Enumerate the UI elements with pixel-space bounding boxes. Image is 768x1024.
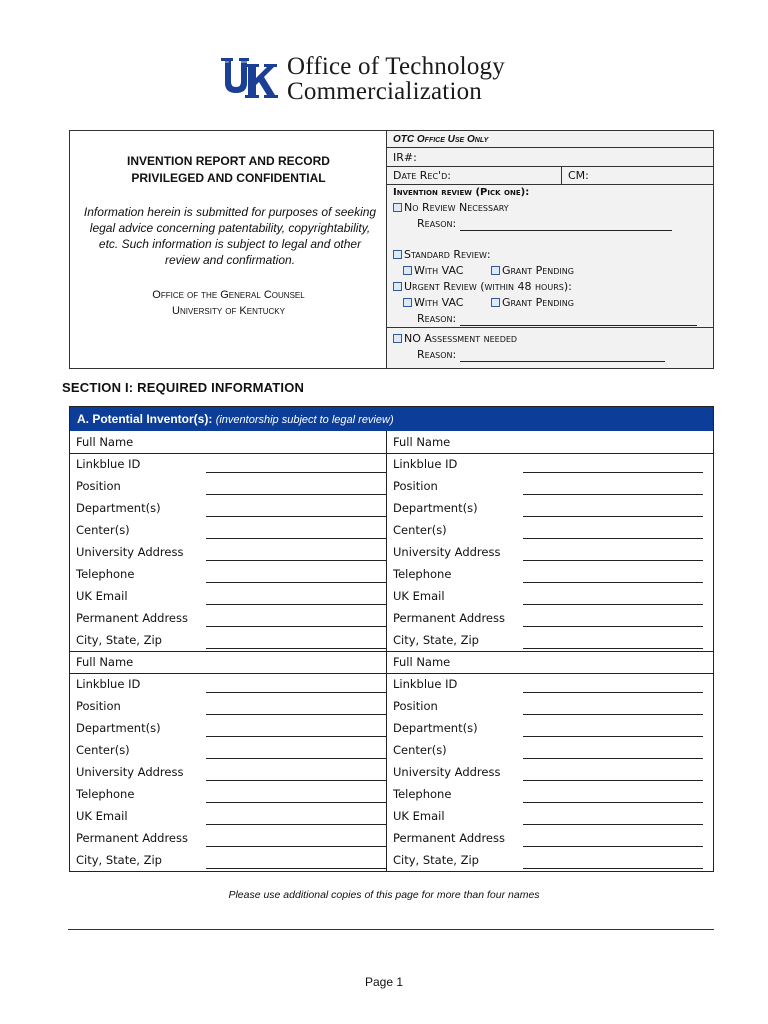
inventor-2-field-row xyxy=(387,431,703,453)
confidentiality-cell xyxy=(70,131,387,368)
inventor-1-input-telephone[interactable] xyxy=(206,582,386,583)
inventor-4-input-uk-email[interactable] xyxy=(523,824,703,825)
inventor-1-field-row xyxy=(70,563,386,585)
row-divider xyxy=(70,651,713,652)
inventor-1-field-row xyxy=(70,475,386,497)
inventor-field-label: City, State, Zip xyxy=(393,633,479,647)
inventor-3-input-uk-email[interactable] xyxy=(206,824,386,825)
inventor-field-label: Linkblue ID xyxy=(393,677,458,691)
review-heading: Invention review (Pick one): xyxy=(393,187,530,198)
inventor-field-label: Department(s) xyxy=(76,501,161,515)
inventor-field-label: Telephone xyxy=(393,567,452,581)
inventor-field-label: Permanent Address xyxy=(393,611,505,625)
inventor-field-label: Telephone xyxy=(76,787,135,801)
no-review-checkbox[interactable] xyxy=(393,203,402,212)
grant-pending-label-2: Grant Pending xyxy=(502,296,574,309)
inventor-3-field-row xyxy=(70,695,386,717)
inventor-2-field-row xyxy=(387,563,703,585)
inventor-header-title: A. Potential Inventor(s): xyxy=(77,412,213,426)
inventor-1-field-row xyxy=(70,519,386,541)
inventor-field-label: Linkblue ID xyxy=(76,457,141,471)
inventor-2-input-city-state-zip[interactable] xyxy=(523,648,703,649)
inventor-4-input-position[interactable] xyxy=(523,714,703,715)
inventor-header-note: (inventorship subject to legal review) xyxy=(215,414,394,426)
inventor-2-field-row xyxy=(387,607,703,629)
inventor-field-label: UK Email xyxy=(76,809,128,823)
uk-logo-icon xyxy=(219,56,279,100)
inventor-1-field-row xyxy=(70,497,386,519)
inventor-1-input-full-name[interactable] xyxy=(206,431,386,453)
inventor-field-label: City, State, Zip xyxy=(76,853,162,867)
inventor-4-input-telephone[interactable] xyxy=(523,802,703,803)
inventor-2-field-row xyxy=(387,519,703,541)
inventor-4-input-university-address[interactable] xyxy=(523,780,703,781)
inventor-3-field-row xyxy=(70,783,386,805)
inventor-1-input-linkblue-id[interactable] xyxy=(206,472,386,473)
report-header-box xyxy=(69,130,714,369)
inventor-4-field-row xyxy=(387,761,703,783)
inventor-3-input-telephone[interactable] xyxy=(206,802,386,803)
inventor-2-field-row xyxy=(387,497,703,519)
inventor-fields xyxy=(70,431,713,871)
urgent-with-vac-checkbox[interactable] xyxy=(403,298,412,307)
inventor-1-input-city-state-zip[interactable] xyxy=(206,648,386,649)
inventor-4-input-linkblue-id[interactable] xyxy=(523,692,703,693)
inventor-3-field-row xyxy=(70,739,386,761)
inventor-field-label: Center(s) xyxy=(76,743,130,757)
logo-line-2: Commercialization xyxy=(287,78,483,105)
inventor-1-field-row xyxy=(70,453,386,475)
inventor-4-field-row xyxy=(387,717,703,739)
inventor-4-input-department-s-[interactable] xyxy=(523,736,703,737)
office-name: Office of the General Counsel University of Kentucky xyxy=(152,289,305,317)
inventor-field-label: Linkblue ID xyxy=(76,677,141,691)
inventor-field-label: University Address xyxy=(76,545,184,559)
inventor-1-input-department-s-[interactable] xyxy=(206,516,386,517)
inventor-4-field-row xyxy=(387,695,703,717)
inventor-3-input-city-state-zip[interactable] xyxy=(206,868,386,869)
section-title: SECTION I: REQUIRED INFORMATION xyxy=(62,380,305,395)
inventor-2-input-university-address[interactable] xyxy=(523,560,703,561)
standard-grant-pending-checkbox[interactable] xyxy=(491,266,500,275)
inventor-2-field-row xyxy=(387,629,703,651)
page-number: Page 1 xyxy=(364,975,404,989)
reason-input-1[interactable] xyxy=(460,221,672,231)
inventor-3-input-center-s-[interactable] xyxy=(206,758,386,759)
additional-copies-note: Please use additional copies of this page for more than four names xyxy=(228,889,540,901)
no-review-label: No Review Necessary xyxy=(404,201,509,214)
inventor-2-input-center-s-[interactable] xyxy=(523,538,703,539)
cm-field[interactable]: CM: xyxy=(568,169,589,182)
inventor-field-label: Full Name xyxy=(393,655,451,669)
inventor-4-input-permanent-address[interactable] xyxy=(523,846,703,847)
with-vac-label-2: With VAC xyxy=(414,296,464,309)
date-received-field[interactable]: Date Rec'd: xyxy=(393,169,451,182)
inventor-3-field-row xyxy=(70,717,386,739)
urgent-review-checkbox[interactable] xyxy=(393,282,402,291)
inventor-2-field-row xyxy=(387,453,703,475)
inventor-1-input-center-s-[interactable] xyxy=(206,538,386,539)
inventor-field-label: UK Email xyxy=(393,589,445,603)
urgent-review-label: Urgent Review (within 48 hours): xyxy=(404,280,572,293)
inventor-3-input-department-s-[interactable] xyxy=(206,736,386,737)
reason-label-2: Reason: xyxy=(417,312,457,325)
standard-review-checkbox[interactable] xyxy=(393,250,402,259)
inventor-3-input-full-name[interactable] xyxy=(206,651,386,673)
inventor-1-field-row xyxy=(70,585,386,607)
inventor-3-field-row xyxy=(70,805,386,827)
inventor-field-label: City, State, Zip xyxy=(76,633,162,647)
inventor-field-label: University Address xyxy=(393,545,501,559)
reason-input-2[interactable] xyxy=(460,316,697,326)
inventor-1-input-permanent-address[interactable] xyxy=(206,626,386,627)
inventor-4-input-full-name[interactable] xyxy=(523,651,703,673)
inventor-3-input-linkblue-id[interactable] xyxy=(206,692,386,693)
inventor-2-input-telephone[interactable] xyxy=(523,582,703,583)
inventor-1-input-position[interactable] xyxy=(206,494,386,495)
inventor-3-field-row xyxy=(70,761,386,783)
reason-label: Reason: xyxy=(417,217,457,230)
inventor-field-label: City, State, Zip xyxy=(393,853,479,867)
no-assessment-label: NO Assessment needed xyxy=(404,332,518,345)
inventor-3-field-row xyxy=(70,651,386,673)
inventor-field-label: Telephone xyxy=(76,567,135,581)
inventor-field-label: Telephone xyxy=(393,787,452,801)
inventor-field-label: Center(s) xyxy=(76,523,130,537)
inventor-field-label: Linkblue ID xyxy=(393,457,458,471)
inventor-1-input-university-address[interactable] xyxy=(206,560,386,561)
inventor-field-label: UK Email xyxy=(393,809,445,823)
inventor-field-label: University Address xyxy=(393,765,501,779)
urgent-grant-pending-checkbox[interactable] xyxy=(491,298,500,307)
inventor-field-label: Position xyxy=(393,699,438,713)
otc-office-use-cell xyxy=(387,131,713,368)
reason-label-3: Reason: xyxy=(417,348,457,361)
legal-notice: Information herein is submitted for purposes of seeking legal advice concerning patentability, copyrightability, etc. Such information is subject to legal and other review and confirmation. xyxy=(83,205,377,267)
inventor-3-field-row xyxy=(70,673,386,695)
inventor-3-input-position[interactable] xyxy=(206,714,386,715)
inventor-1-field-row xyxy=(70,629,386,651)
inventor-3-input-permanent-address[interactable] xyxy=(206,846,386,847)
inventor-3-field-row xyxy=(70,827,386,849)
inventor-4-field-row xyxy=(387,739,703,761)
inventor-1-field-row xyxy=(70,607,386,629)
inventor-field-label: Department(s) xyxy=(76,721,161,735)
no-assessment-block xyxy=(387,328,713,368)
inventor-2-input-permanent-address[interactable] xyxy=(523,626,703,627)
inventor-4-field-row xyxy=(387,673,703,695)
otc-heading: OTC Office Use Only xyxy=(387,131,713,148)
inventor-field-label: Position xyxy=(76,699,121,713)
inventor-4-input-city-state-zip[interactable] xyxy=(523,868,703,869)
inventor-field-label: Permanent Address xyxy=(393,831,505,845)
inventor-2-field-row xyxy=(387,475,703,497)
standard-review-label: Standard Review: xyxy=(404,248,491,261)
no-assessment-checkbox[interactable] xyxy=(393,334,402,343)
inventor-field-label: Department(s) xyxy=(393,501,478,515)
inventor-field-label: Position xyxy=(76,479,121,493)
inventor-2-field-row xyxy=(387,541,703,563)
inventor-2-input-position[interactable] xyxy=(523,494,703,495)
invention-review-options xyxy=(387,185,713,328)
with-vac-label: With VAC xyxy=(414,264,464,277)
inventor-field-label: Permanent Address xyxy=(76,611,188,625)
inventor-field-label: Center(s) xyxy=(393,743,447,757)
footer-divider xyxy=(68,929,714,930)
inventor-1-field-row xyxy=(70,431,386,453)
inventor-4-field-row xyxy=(387,849,703,871)
inventor-2-input-department-s-[interactable] xyxy=(523,516,703,517)
inventor-table xyxy=(69,406,714,872)
otc-logo xyxy=(219,54,549,104)
inventor-3-input-university-address[interactable] xyxy=(206,780,386,781)
inventor-2-input-full-name[interactable] xyxy=(523,431,703,453)
inventor-field-label: Permanent Address xyxy=(76,831,188,845)
inventor-field-label: Full Name xyxy=(76,655,134,669)
grant-pending-label: Grant Pending xyxy=(502,264,574,277)
inventor-field-label: Position xyxy=(393,479,438,493)
inventor-4-field-row xyxy=(387,783,703,805)
inventor-field-label: Full Name xyxy=(393,435,451,449)
inventor-1-input-uk-email[interactable] xyxy=(206,604,386,605)
inventor-2-field-row xyxy=(387,585,703,607)
inventor-field-label: Full Name xyxy=(76,435,134,449)
standard-with-vac-checkbox[interactable] xyxy=(403,266,412,275)
row-divider xyxy=(70,453,713,454)
inventor-field-label: University Address xyxy=(76,765,184,779)
inventor-4-field-row xyxy=(387,805,703,827)
inventor-2-input-uk-email[interactable] xyxy=(523,604,703,605)
ir-number-field[interactable]: IR#: xyxy=(387,148,713,167)
inventor-field-label: Center(s) xyxy=(393,523,447,537)
row-divider xyxy=(70,673,713,674)
inventor-1-field-row xyxy=(70,541,386,563)
inventor-4-field-row xyxy=(387,651,703,673)
reason-input-3[interactable] xyxy=(460,352,665,362)
inventor-3-field-row xyxy=(70,849,386,871)
inventor-2-input-linkblue-id[interactable] xyxy=(523,472,703,473)
inventor-field-label: UK Email xyxy=(76,589,128,603)
logo-line-1: Office of Technology xyxy=(287,53,505,80)
report-title: INVENTION REPORT AND RECORD PRIVILEGED AND CONFIDENTIAL xyxy=(127,154,330,185)
inventor-field-label: Department(s) xyxy=(393,721,478,735)
inventor-4-input-center-s-[interactable] xyxy=(523,758,703,759)
inventor-4-field-row xyxy=(387,827,703,849)
inventor-table-header xyxy=(70,407,713,431)
